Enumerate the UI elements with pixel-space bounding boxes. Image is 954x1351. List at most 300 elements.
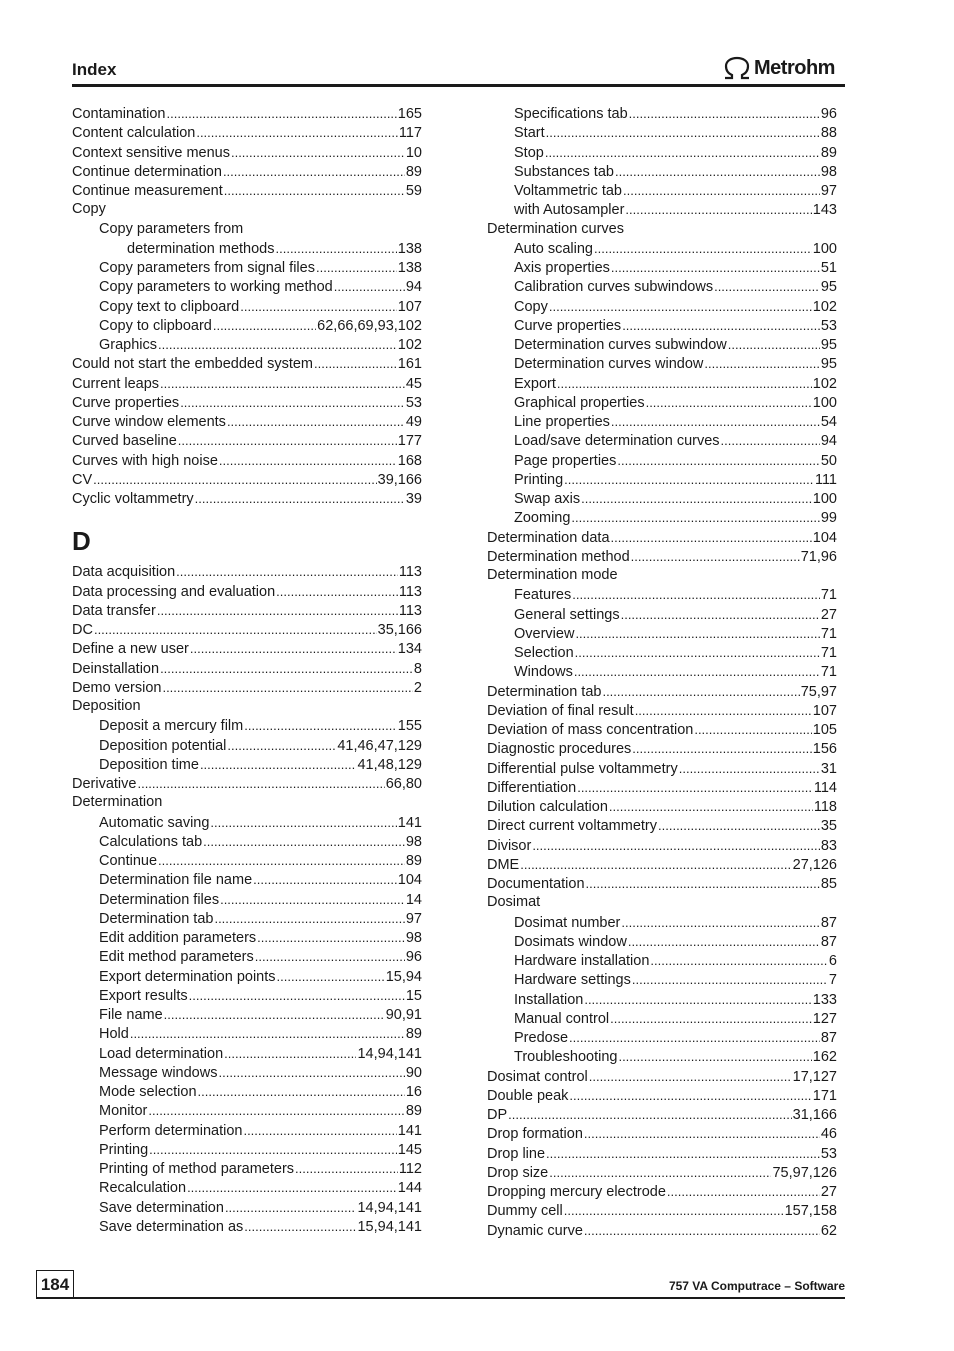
index-entry [72,1178,422,1197]
index-entry [72,813,422,832]
index-entry-term: Perform determination [99,1122,243,1139]
index-entry [72,793,422,812]
index-column-right [487,104,837,1240]
index-entry [72,1044,422,1063]
index-entry-term: Dosimat control [487,1068,588,1085]
index-entry [72,1101,422,1120]
index-entry-pages: 162 [812,1049,837,1066]
index-entry-pages: 87 [820,1030,837,1046]
index-entry-pages: 113 [398,564,422,581]
index-entry-term: Determination file name [99,872,253,889]
index-entry-pages: 157,158 [784,1203,837,1220]
index-entry-pages: 127 [812,1010,837,1027]
index-entry-term: Save determination [99,1199,224,1216]
index-entry-term: Continue determination [72,163,222,180]
leader-dots [571,508,819,528]
index-entry-pages: 2 [413,679,422,696]
leader-dots [520,855,791,875]
index-entry [72,393,422,412]
index-entry-term: Define a new user [72,641,189,658]
index-entry-term: Hold [99,1026,129,1043]
index-entry-term: Data transfer [72,602,156,619]
leader-dots [167,104,397,124]
index-entry-pages: 105 [812,722,837,738]
leader-dots [625,200,811,220]
index-entry-pages: 27 [820,1184,837,1200]
index-entry-term: Divisor [487,837,532,854]
index-entry-pages: 87 [820,933,837,950]
index-entry-pages: 14,94,141 [357,1045,422,1062]
leader-dots [189,986,405,1006]
index-entry-term: Load determination [99,1045,224,1062]
index-entry [72,354,422,373]
index-entry-term: Diagnostic procedures [487,741,632,758]
leader-dots [190,639,397,659]
index-entry-pages: 15 [405,987,422,1004]
index-entry-term: Copy text to clipboard [99,298,240,315]
index-entry [72,601,422,620]
index-entry-term: Installation [514,991,584,1008]
index-entry [487,990,837,1009]
index-entry-term: Auto scaling [514,240,593,257]
index-entry-pages: 45 [405,375,422,392]
index-entry-pages: 155 [397,718,422,735]
index-entry [487,1144,837,1163]
index-entry-term: Deposit a mercury film [99,718,244,735]
index-entry [487,1201,837,1220]
index-entry-pages: 89 [405,163,422,180]
leader-dots [158,335,397,355]
index-entry [487,431,837,450]
index-entry-pages: 134 [397,641,422,658]
index-entry-pages: 50 [820,452,837,469]
index-entry-pages: 35 [820,818,837,835]
index-entry-term: Determination files [99,891,220,908]
leader-dots [314,354,397,374]
index-entry-pages: 53 [820,317,837,334]
index-entry-pages: 107 [812,702,837,719]
index-entry [487,162,837,181]
index-entry [72,562,422,581]
index-entry-pages: 145 [397,1141,422,1158]
leader-dots [277,967,385,987]
index-entry [487,393,837,412]
index-entry [72,1024,422,1043]
index-entry-term: File name [99,1007,163,1023]
index-entry [487,682,837,701]
index-entry-term: Printing of method parameters [99,1161,295,1177]
index-entry-pages: 100 [812,240,837,257]
index-entry-term: CV [72,471,93,488]
index-entry [72,890,422,909]
leader-dots [581,489,812,509]
index-entry-term: Documentation [487,876,585,892]
index-entry-term: Curve window elements [72,414,226,430]
index-entry-term: Printing [99,1141,149,1158]
index-entry-pages: 90 [405,1064,422,1081]
index-entry [487,1067,837,1086]
index-entry-term: Export [514,375,556,392]
leader-dots [213,316,316,336]
index-entry [72,316,422,335]
leader-dots [569,1028,820,1048]
leader-dots [602,682,799,702]
index-entry-pages: 104 [397,872,422,889]
index-entry-term: Deinstallation [72,660,160,677]
index-entry [487,1163,837,1182]
index-entry [487,316,837,335]
index-entry-pages: 95 [820,279,837,296]
index-entry [487,797,837,816]
index-entry-pages: 6 [828,953,837,969]
index-entry-pages: 95 [820,356,837,373]
index-entry-term: Dilution calculation [487,799,608,815]
index-entry-term: DME [487,856,520,873]
index-entry-pages: 7 [828,972,837,989]
leader-dots [240,297,397,317]
index-entry-term: Edit method parameters [99,949,254,966]
index-entry-pages: 59 [405,183,422,199]
index-entry-pages: 118 [813,799,837,815]
leader-dots [574,662,820,682]
leader-dots [276,582,398,602]
index-entry-term: Data processing and evaluation [72,583,276,600]
index-entry [72,297,422,316]
logo-text: Metrohm [754,56,835,79]
leader-dots [621,913,819,933]
index-entry-term: Copy [514,298,548,315]
leader-dots [646,393,812,413]
index-entry-pages: 168 [397,452,422,469]
leader-dots [658,816,820,836]
index-entry-pages: 89 [405,1026,422,1043]
leader-dots [316,258,397,278]
index-entry-pages: 87 [820,914,837,931]
index-entry [487,913,837,932]
index-entry [487,1047,837,1066]
index-entry-term: determination methods [127,240,275,257]
index-entry-pages: 113 [398,583,422,600]
index-entry-pages: 41,48,129 [357,756,422,773]
index-entry-pages: 15,94,141 [357,1218,422,1235]
leader-dots [667,1182,820,1202]
leader-dots [94,620,377,640]
leader-dots [609,797,813,817]
index-entry-pages: 98 [405,833,422,850]
index-entry [487,1028,837,1047]
index-entry-term: Differential pulse voltammetry [487,760,678,777]
index-entry-pages: 94 [405,279,422,296]
index-entry-term: Automatic saving [99,814,210,831]
leader-dots [295,1159,398,1179]
index-entry-pages: 85 [820,876,837,892]
index-entry [72,851,422,870]
index-entry-term: Graphical properties [514,394,645,411]
leader-dots [257,928,405,948]
index-entry [72,639,422,658]
leader-dots [617,451,819,471]
index-entry-term: Deposition potential [99,737,227,754]
index-entry [487,1221,837,1240]
index-entry [72,697,422,716]
index-entry-pages: 111 [814,471,837,488]
index-entry-pages: 41,46,47,129 [337,737,422,754]
leader-dots [589,1067,792,1087]
leader-dots [223,162,405,182]
index-entry [487,816,837,835]
index-entry-pages: 75,97,126 [772,1164,837,1181]
index-entry [487,354,837,373]
leader-dots [635,701,812,721]
index-entry [487,836,837,855]
index-entry [487,470,837,489]
index-entry-term: Curve properties [72,394,180,411]
index-entry [72,1082,422,1101]
index-entry-term: Curve properties [514,317,622,334]
index-entry-term: General settings [514,606,620,623]
index-entry [72,335,422,354]
leader-dots [244,1217,356,1237]
index-entry-pages: 156 [812,741,837,758]
index-entry-term: Copy to clipboard [99,317,212,334]
leader-dots [632,739,812,759]
index-entry [487,970,837,989]
index-entry-pages: 165 [397,106,422,122]
index-entry [72,181,422,200]
index-entry [72,1159,422,1178]
index-entry-term: Determination [72,794,163,811]
index-entry-term: Determination data [487,529,610,546]
index-entry [487,1182,837,1201]
index-entry-term: Manual control [514,1010,610,1027]
index-entry-pages: 177 [397,433,422,450]
leader-dots [728,335,820,355]
index-entry-pages: 88 [820,125,837,142]
index-entry [72,489,422,508]
index-entry [487,143,837,162]
index-entry-pages: 100 [812,394,837,411]
index-entry-term: Page properties [514,452,617,469]
leader-dots [569,1086,811,1106]
index-entry-term: Drop line [487,1145,546,1162]
index-entry-term: Deviation of final result [487,702,634,719]
index-entry-pages: 104 [812,529,837,546]
index-entry-term: Load/save determination curves [514,433,720,450]
index-entry-term: DP [487,1107,508,1123]
index-entry-term: Deposition time [99,756,199,773]
index-entry [72,986,422,1005]
index-entry-term: Content calculation [72,125,196,142]
leader-dots [611,528,812,548]
index-entry [72,755,422,774]
index-entry [72,470,422,489]
index-entry [72,582,422,601]
leader-dots [622,316,820,336]
index-entry-term: Save determination as [99,1218,244,1235]
index-entry-term: Copy [72,201,106,218]
leader-dots [615,162,820,182]
index-entry [72,967,422,986]
index-entry [72,832,422,851]
index-entry [487,1009,837,1028]
index-entry-pages: 39,166 [377,471,422,488]
leader-dots [584,1221,820,1241]
index-entry [487,1105,837,1124]
index-entry-pages: 89 [405,1103,422,1120]
leader-dots [628,932,820,952]
index-entry-term: Cyclic voltammetry [72,491,194,507]
index-entry [72,1198,422,1217]
leader-dots [334,277,405,297]
index-entry-term: Printing [514,471,564,488]
index-entry-term: Determination tab [487,683,602,700]
index-entry-pages: 83 [820,837,837,854]
index-entry-term: Continue measurement [72,183,223,199]
index-entry-term: Could not start the embedded system [72,356,313,373]
index-entry [487,585,837,604]
index-entry-term: Dynamic curve [487,1222,583,1239]
leader-dots [160,659,413,679]
index-entry [72,1121,422,1140]
index-entry-pages: 114 [813,779,837,796]
index-entry-term: Recalculation [99,1180,187,1197]
leader-dots [704,354,819,374]
leader-dots [546,1144,820,1164]
index-entry-term: Determination curves window [514,356,704,373]
leader-dots [218,1063,404,1083]
index-entry-term: Line properties [514,414,610,430]
page-number: 184 [36,1270,74,1298]
leader-dots [200,755,357,775]
index-entry-term: Continue [99,853,158,869]
omega-icon [722,56,752,80]
leader-dots [220,890,405,910]
index-entry-pages: 31,166 [792,1107,837,1123]
index-entry [487,1086,837,1105]
index-entry-pages: 138 [397,260,422,276]
header-rule [72,84,845,87]
index-entry-term: Determination mode [487,567,618,583]
index-entry-term: Contamination [72,106,166,122]
index-entry-term: Copy parameters from signal files [99,260,315,276]
leader-dots [586,874,820,894]
leader-dots [224,181,405,201]
index-entry [487,335,837,354]
index-entry-pages: 71 [820,587,837,604]
leader-dots [148,1101,405,1121]
index-entry-term: Direct current voltammetry [487,818,658,835]
index-entry-pages: 62,66,69,93,102 [317,317,422,334]
leader-dots [629,104,820,124]
leader-dots [160,374,405,394]
index-entry-pages: 102 [397,337,422,353]
index-entry-pages: 46 [820,1126,837,1143]
leader-dots [545,143,820,163]
index-entry-pages: 96 [820,106,837,122]
index-entry [487,412,837,431]
index-entry-pages: 96 [405,949,422,966]
index-entry [487,239,837,258]
index-entry-pages: 71 [820,664,837,681]
index-entry-pages: 94 [820,433,837,450]
index-entry [487,1124,837,1143]
index-entry-term: Graphics [99,337,158,353]
index-entry [72,928,422,947]
index-entry-pages: 117 [398,125,422,142]
index-entry [487,893,837,912]
index-entry-term: Hardware installation [514,953,650,969]
page-header-title: Index [72,60,117,79]
index-entry-pages: 14,94,141 [357,1199,422,1216]
index-entry [487,566,837,585]
index-entry-pages: 75,97 [800,683,837,700]
index-entry-term: Mode selection [99,1084,197,1100]
leader-dots [650,951,828,971]
index-entry [487,739,837,758]
index-entry [487,720,837,739]
leader-dots [694,720,811,740]
index-entry [72,947,422,966]
index-entry-term: Start [514,125,545,142]
index-entry [72,200,422,219]
leader-dots [618,1047,811,1067]
leader-dots [255,947,405,967]
index-entry-pages: 53 [405,394,422,411]
index-entry [487,374,837,393]
index-entry [72,162,422,181]
index-entry-pages: 107 [397,298,422,315]
leader-dots [623,181,820,201]
index-entry-pages: 143 [812,202,837,219]
index-entry-term: Calibration curves subwindows [514,279,714,296]
index-entry [487,123,837,142]
leader-dots [594,239,812,259]
index-entry [72,143,422,162]
index-entry-term: Determination method [487,548,630,565]
index-entry-pages: 112 [398,1161,422,1177]
index-entry-term: Monitor [99,1103,148,1120]
leader-dots [564,1201,784,1221]
index-entry [487,951,837,970]
index-entry [487,451,837,470]
index-entry-term: Derivative [72,776,137,792]
leader-dots [210,813,396,833]
index-entry-term: Substances tab [514,163,614,180]
index-entry-term: Demo version [72,679,162,696]
index-entry [72,736,422,755]
index-entry-term: Export determination points [99,968,276,985]
index-entry [72,1140,422,1159]
leader-dots [137,774,384,794]
index-entry-term: Overview [514,625,575,642]
index-entry-pages: 98 [405,930,422,946]
leader-dots [243,1121,396,1141]
index-entry-pages: 10 [405,144,422,161]
index-entry-term: Drop formation [487,1126,583,1143]
index-entry [72,659,422,678]
leader-dots [149,1140,397,1160]
index-entry-pages: 66,80 [385,776,422,792]
leader-dots [227,736,336,756]
leader-dots [158,851,405,871]
index-entry-pages: 138 [397,240,422,257]
leader-dots [610,1009,812,1029]
index-entry-pages: 102 [812,375,837,392]
index-entry [72,258,422,277]
index-entry-term: DC [72,622,93,638]
index-entry-term: Deviation of mass concentration [487,722,694,738]
leader-dots [178,431,397,451]
